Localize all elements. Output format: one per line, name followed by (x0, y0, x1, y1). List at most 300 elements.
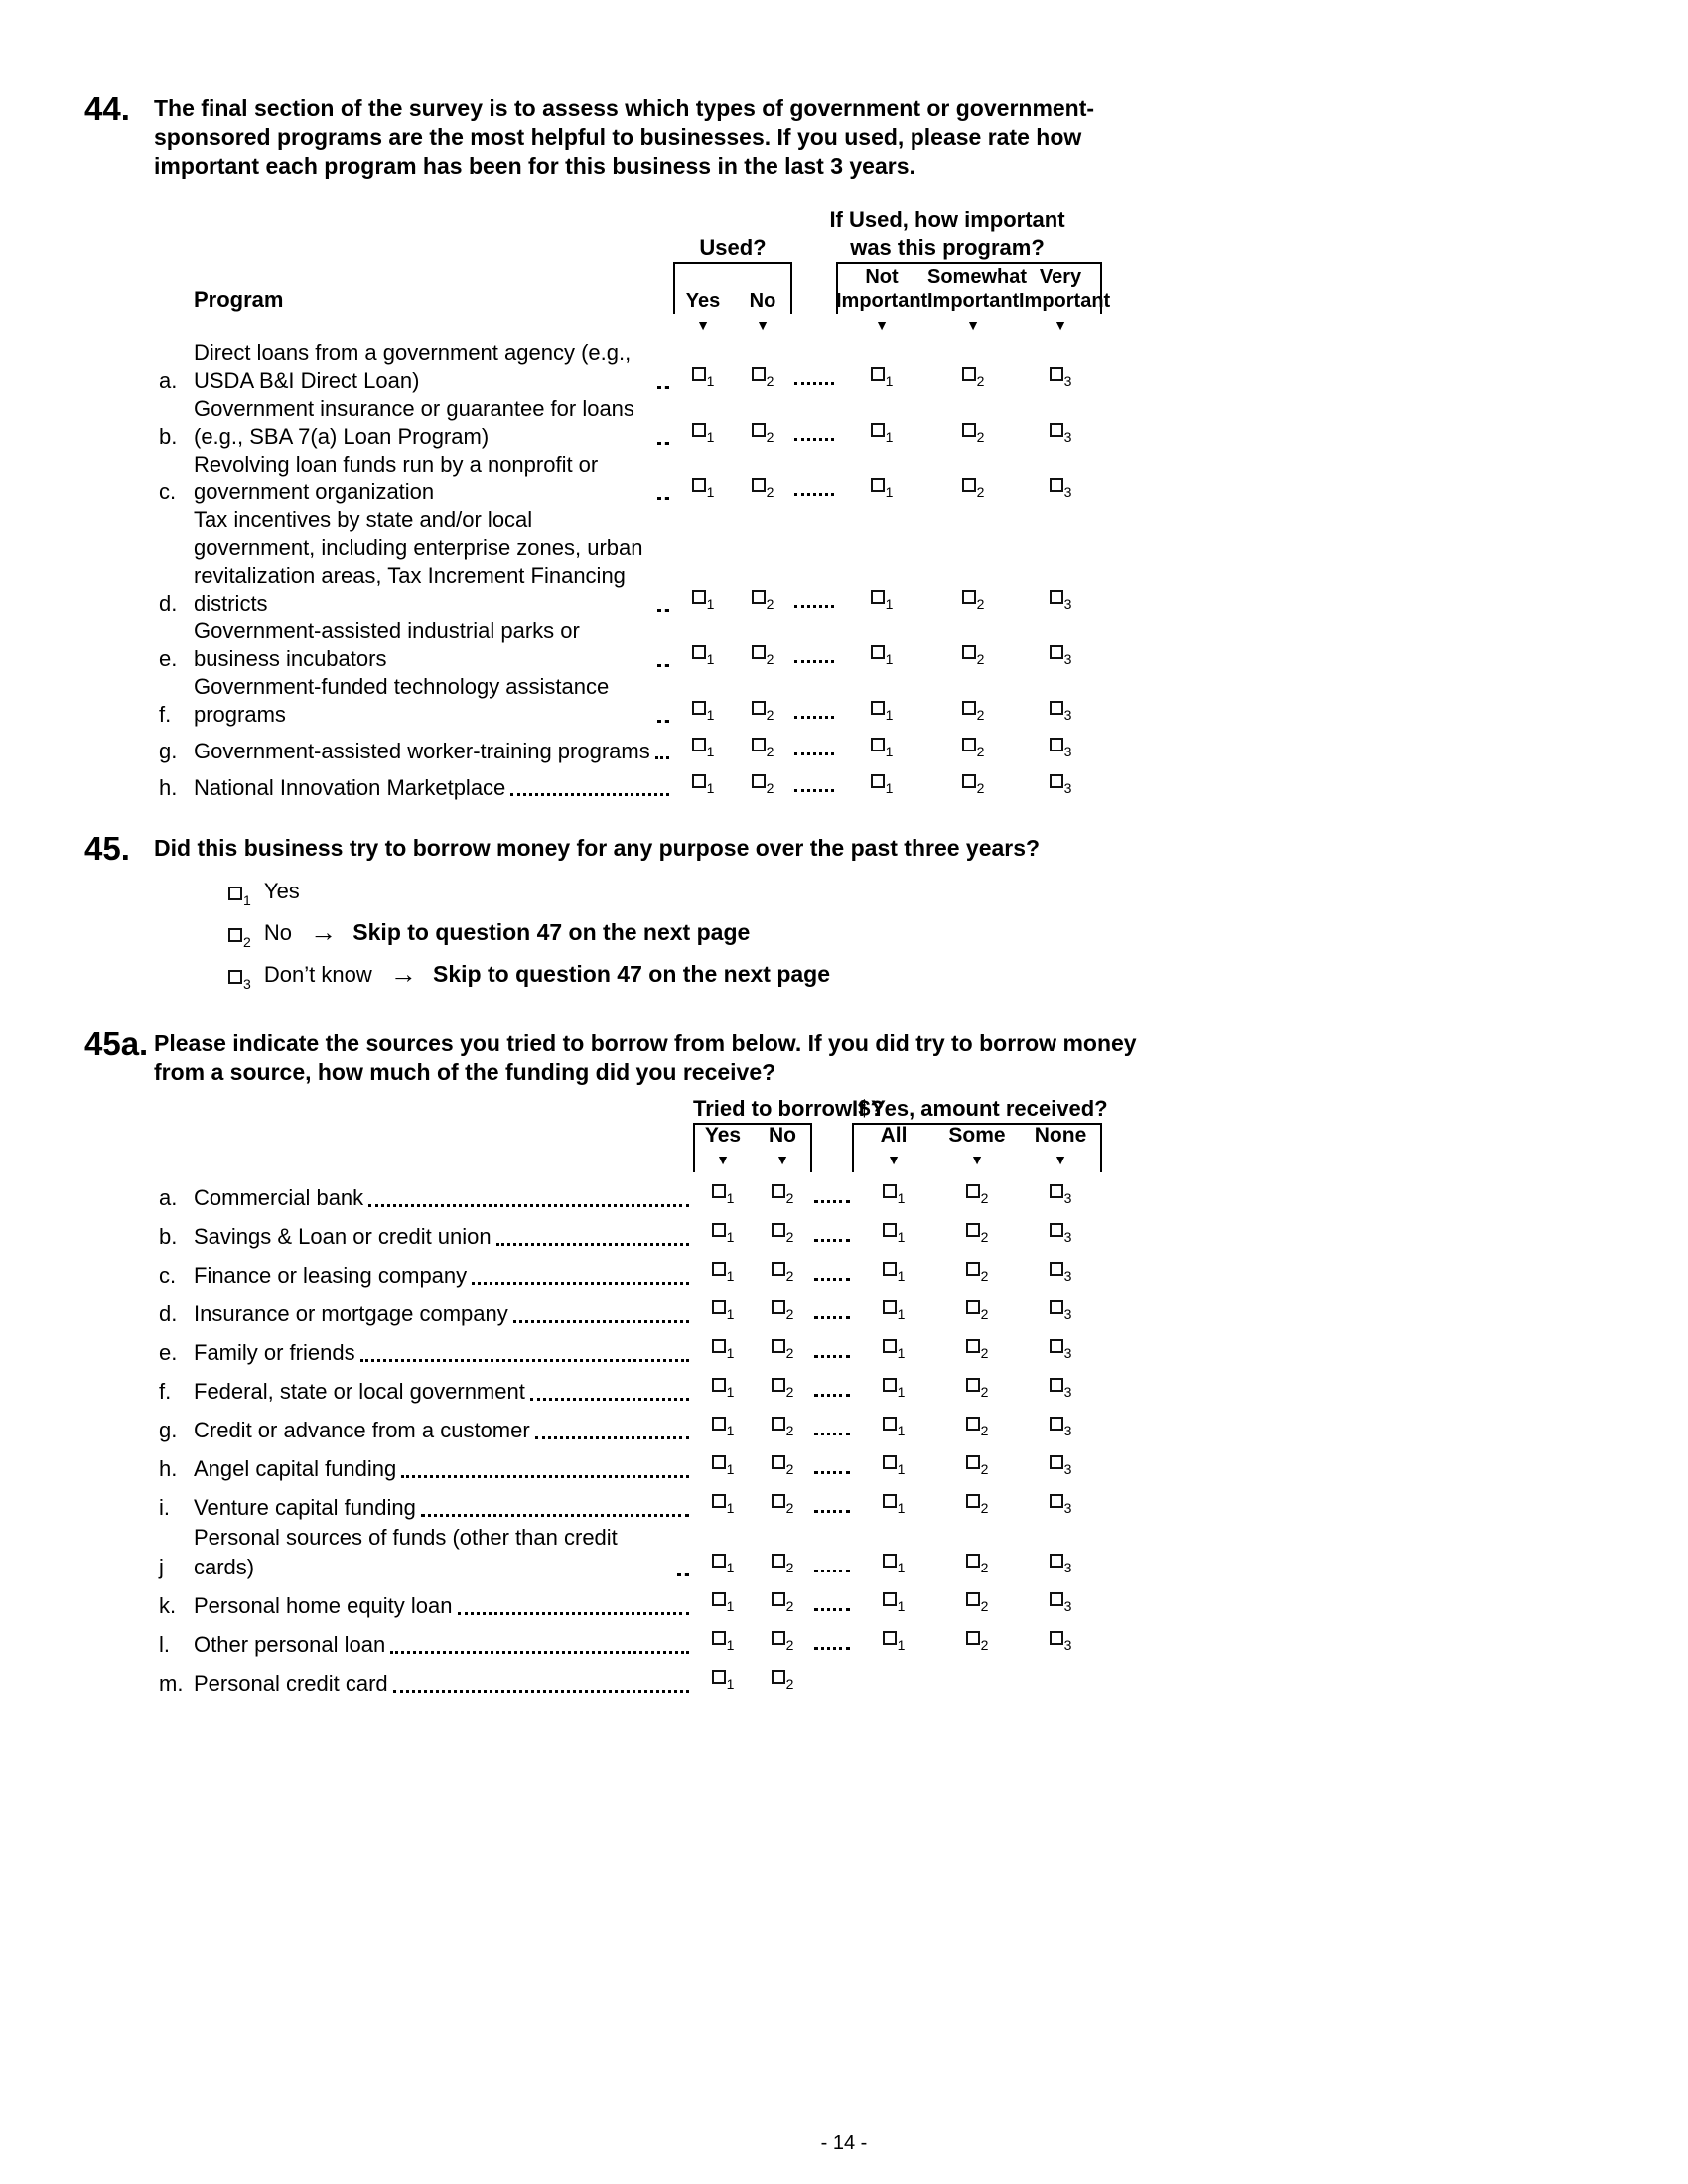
checkbox-very-important[interactable] (1050, 358, 1072, 395)
checkbox-subscript: 1 (726, 1306, 735, 1322)
checkbox-received-none[interactable] (1050, 1445, 1072, 1484)
checkbox-subscript: 2 (976, 780, 985, 796)
checkbox-subscript: 2 (980, 1637, 989, 1653)
checkbox-subscript: 2 (980, 1560, 989, 1575)
dotted-leader (814, 1570, 850, 1572)
table-row (154, 1484, 1102, 1523)
row-label: Savings & Loan or credit union (194, 1224, 492, 1249)
checkbox-box (962, 774, 976, 788)
checkbox-box (1050, 367, 1063, 381)
dotted-leader (814, 1200, 850, 1203)
checkbox-subscript: 1 (706, 429, 715, 445)
row-label: Angel capital funding (194, 1456, 397, 1481)
checkbox-received-none[interactable] (1050, 1252, 1072, 1291)
program-column-header: Program (194, 287, 284, 312)
yes-column-header: Yes (704, 1124, 742, 1147)
checkbox-not-important[interactable] (871, 358, 894, 395)
checkbox-received-all[interactable] (883, 1445, 906, 1484)
checkbox-box (966, 1184, 980, 1198)
checkbox-received-some[interactable] (966, 1252, 989, 1291)
checkbox-received-some[interactable] (966, 1329, 989, 1368)
checkbox-box (228, 970, 242, 984)
checkbox-box (962, 478, 976, 492)
checkbox-borrow-yes[interactable] (712, 1445, 735, 1484)
checkbox-subscript: 1 (726, 1229, 735, 1245)
table-row (154, 1445, 1102, 1484)
table-row (154, 1291, 1102, 1329)
checkbox-subscript: 1 (897, 1423, 906, 1438)
checkbox-received-all[interactable] (883, 1252, 906, 1291)
row-label: Federal, state or local government (194, 1379, 525, 1404)
checkbox-subscript: 2 (976, 484, 985, 500)
checkbox-borrow-no[interactable] (772, 1621, 794, 1660)
checkbox-not-important[interactable] (871, 692, 894, 729)
checkbox-subscript: 1 (726, 1345, 735, 1361)
checkbox-not-important[interactable] (871, 414, 894, 451)
dotted-leader (794, 438, 834, 441)
table-row (154, 1660, 1102, 1699)
checkbox-used-no[interactable] (752, 636, 774, 673)
checkbox-used-yes[interactable] (692, 470, 715, 506)
table-row (154, 1621, 1102, 1660)
checkbox-subscript: 1 (897, 1384, 906, 1400)
checkbox-received-some[interactable] (966, 1213, 989, 1252)
checkbox-box (966, 1631, 980, 1645)
checkbox-box (772, 1631, 785, 1645)
checkbox-borrow-yes[interactable] (712, 1213, 735, 1252)
checkbox-box (712, 1223, 726, 1237)
dotted-leader (814, 1316, 850, 1319)
checkbox-subscript: 1 (726, 1637, 735, 1653)
checkbox-subscript: 2 (976, 373, 985, 389)
row-label: Finance or leasing company (194, 1263, 468, 1288)
checkbox-somewhat-important[interactable] (962, 470, 985, 506)
checkbox-not-important[interactable] (871, 636, 894, 673)
checkbox-box (772, 1455, 785, 1469)
question-44-text: The final section of the survey is to assess which types of government or government-sponsored programs are the most helpful to businesses. If you used, please rate how important each program has been for this business in the last 3 years. (154, 95, 1095, 179)
checkbox-used-no[interactable] (752, 581, 774, 617)
checkbox-somewhat-important[interactable] (962, 692, 985, 729)
checkbox-box (966, 1417, 980, 1431)
checkbox-received-all[interactable] (883, 1544, 906, 1582)
checkbox-box (228, 928, 242, 942)
checkbox-subscript: 2 (980, 1598, 989, 1614)
checkbox-subscript: 1 (726, 1268, 735, 1284)
row-label: Family or friends (194, 1340, 355, 1365)
checkbox-subscript: 2 (976, 651, 985, 667)
checkbox-not-important[interactable] (871, 581, 894, 617)
checkbox-not-important[interactable] (871, 729, 894, 765)
checkbox-subscript: 1 (726, 1190, 735, 1206)
checkbox-borrow-no[interactable] (772, 1368, 794, 1407)
checkbox-box (752, 367, 766, 381)
checkbox-subscript: 2 (976, 707, 985, 723)
checkbox-box (1050, 1455, 1063, 1469)
used-columns-bracket (673, 262, 792, 314)
checkbox-received-all[interactable] (883, 1213, 906, 1252)
checkbox-received-some[interactable] (966, 1621, 989, 1660)
row-label: Insurance or mortgage company (194, 1301, 508, 1326)
checkbox-box (883, 1554, 897, 1568)
checkbox-very-important[interactable] (1050, 636, 1072, 673)
checkbox-box (962, 701, 976, 715)
checkbox-received-all[interactable] (883, 1407, 906, 1445)
checkbox-subscript: 2 (785, 1637, 794, 1653)
checkbox-subscript: 1 (706, 484, 715, 500)
checkbox-box (772, 1378, 785, 1392)
checkbox-received-none[interactable] (1050, 1213, 1072, 1252)
checkbox-received-all[interactable] (883, 1174, 906, 1213)
checkbox-box (712, 1300, 726, 1314)
checkbox-subscript: 1 (726, 1598, 735, 1614)
checkbox-received-some[interactable] (966, 1544, 989, 1582)
row-label: Direct loans from a government agency (e.g., USDA B&I Direct Loan) (194, 341, 632, 393)
checkbox-received-all[interactable] (883, 1582, 906, 1621)
very-important-column-header: Very Important (1019, 266, 1111, 312)
row-letter: a. (159, 1185, 178, 1210)
q44-table (154, 206, 1216, 802)
checkbox-box (712, 1494, 726, 1508)
q45-options (228, 876, 1216, 1000)
checkbox-used-yes[interactable] (692, 581, 715, 617)
checkbox-received-none[interactable] (1050, 1484, 1072, 1523)
checkbox-subscript: 1 (885, 429, 894, 445)
checkbox-q45-no[interactable] (228, 917, 251, 958)
checkbox-box (752, 738, 766, 751)
checkbox-box (962, 423, 976, 437)
table-row (154, 340, 1102, 395)
checkbox-box (871, 645, 885, 659)
checkbox-received-all[interactable] (883, 1368, 906, 1407)
checkbox-used-no[interactable] (752, 729, 774, 765)
checkbox-borrow-yes[interactable] (712, 1407, 735, 1445)
checkbox-subscript: 2 (785, 1423, 794, 1438)
checkbox-borrow-no[interactable] (772, 1407, 794, 1445)
checkbox-box (871, 423, 885, 437)
checkbox-subscript: 1 (897, 1637, 906, 1653)
dotted-leader (513, 1320, 689, 1323)
column-arrow-icon: ▼ (756, 317, 770, 333)
checkbox-borrow-no[interactable] (772, 1174, 794, 1213)
checkbox-subscript: 1 (726, 1461, 735, 1477)
q45-option-no (228, 916, 1216, 958)
checkbox-box (712, 1631, 726, 1645)
checkbox-used-no[interactable] (752, 765, 774, 802)
checkbox-used-no[interactable] (752, 358, 774, 395)
checkbox-received-some[interactable] (966, 1445, 989, 1484)
checkbox-received-some[interactable] (966, 1484, 989, 1523)
checkbox-subscript: 1 (885, 707, 894, 723)
dotted-leader (814, 1355, 850, 1358)
checkbox-subscript: 1 (897, 1229, 906, 1245)
checkbox-subscript: 3 (1063, 484, 1072, 500)
checkbox-borrow-yes[interactable] (712, 1484, 735, 1523)
checkbox-borrow-yes[interactable] (712, 1660, 735, 1699)
checkbox-borrow-yes[interactable] (712, 1291, 735, 1329)
checkbox-very-important[interactable] (1050, 729, 1072, 765)
dotted-leader (421, 1514, 689, 1517)
checkbox-box (871, 478, 885, 492)
checkbox-box (1050, 1631, 1063, 1645)
dotted-leader (657, 386, 669, 389)
checkbox-box (962, 367, 976, 381)
checkbox-subscript: 3 (1063, 707, 1072, 723)
checkbox-box (1050, 1223, 1063, 1237)
checkbox-borrow-no[interactable] (772, 1484, 794, 1523)
row-letter: f. (159, 1379, 172, 1404)
skip-arrow-icon: → (389, 959, 417, 989)
checkbox-not-important[interactable] (871, 765, 894, 802)
checkbox-subscript: 1 (885, 373, 894, 389)
checkbox-box (962, 590, 976, 604)
checkbox-box (966, 1455, 980, 1469)
checkbox-used-yes[interactable] (692, 414, 715, 451)
checkbox-subscript: 3 (1063, 1229, 1072, 1245)
question-45 (84, 830, 1216, 1000)
row-label: Government-assisted worker-training programs (194, 739, 650, 763)
dotted-leader (794, 382, 834, 385)
checkbox-used-yes[interactable] (692, 729, 715, 765)
skip-instruction: Skip to question 47 on the next page (433, 961, 831, 987)
checkbox-subscript: 2 (785, 1229, 794, 1245)
checkbox-received-some[interactable] (966, 1582, 989, 1621)
q45a-received-group-header: If Yes, amount received? (852, 1096, 1108, 1121)
checkbox-borrow-no[interactable] (772, 1213, 794, 1252)
checkbox-subscript: 1 (885, 780, 894, 796)
checkbox-box (712, 1184, 726, 1198)
checkbox-subscript: 3 (1063, 1345, 1072, 1361)
q44-table-rows (154, 340, 1216, 802)
table-row (154, 1582, 1102, 1621)
table-row (154, 506, 1102, 617)
checkbox-subscript: 3 (1063, 1268, 1072, 1284)
checkbox-received-all[interactable] (883, 1484, 906, 1523)
checkbox-received-all[interactable] (883, 1291, 906, 1329)
checkbox-box (966, 1592, 980, 1606)
checkbox-received-none[interactable] (1050, 1174, 1072, 1213)
dotted-leader (814, 1394, 850, 1397)
checkbox-received-none[interactable] (1050, 1544, 1072, 1582)
checkbox-borrow-yes[interactable] (712, 1544, 735, 1582)
checkbox-subscript: 2 (766, 484, 774, 500)
checkbox-received-none[interactable] (1050, 1329, 1072, 1368)
row-label: Venture capital funding (194, 1495, 416, 1520)
checkbox-subscript: 2 (785, 1306, 794, 1322)
checkbox-subscript: 3 (1063, 1637, 1072, 1653)
checkbox-box (1050, 1592, 1063, 1606)
checkbox-somewhat-important[interactable] (962, 358, 985, 395)
checkbox-subscript: 2 (976, 596, 985, 612)
checkbox-box (883, 1300, 897, 1314)
dotted-leader (794, 716, 834, 719)
none-column-header: None (1034, 1124, 1087, 1147)
row-letter: d. (159, 591, 178, 615)
dotted-leader (401, 1475, 689, 1478)
checkbox-received-some[interactable] (966, 1174, 989, 1213)
checkbox-subscript: 2 (980, 1461, 989, 1477)
checkbox-subscript: 2 (766, 744, 774, 759)
checkbox-subscript: 2 (243, 934, 251, 950)
checkbox-subscript: 1 (243, 892, 251, 908)
checkbox-subscript: 2 (980, 1229, 989, 1245)
checkbox-somewhat-important[interactable] (962, 636, 985, 673)
checkbox-subscript: 2 (785, 1345, 794, 1361)
checkbox-subscript: 1 (897, 1461, 906, 1477)
checkbox-used-no[interactable] (752, 470, 774, 506)
checkbox-subscript: 1 (706, 373, 715, 389)
q45-option-dont-know (228, 958, 1216, 1000)
checkbox-borrow-no[interactable] (772, 1582, 794, 1621)
checkbox-box (1050, 1417, 1063, 1431)
checkbox-box (228, 887, 242, 900)
checkbox-used-yes[interactable] (692, 358, 715, 395)
checkbox-subscript: 1 (897, 1345, 906, 1361)
checkbox-received-none[interactable] (1050, 1582, 1072, 1621)
checkbox-box (883, 1262, 897, 1276)
checkbox-box (712, 1455, 726, 1469)
checkbox-borrow-yes[interactable] (712, 1621, 735, 1660)
checkbox-used-yes[interactable] (692, 636, 715, 673)
checkbox-subscript: 2 (785, 1500, 794, 1516)
checkbox-borrow-no[interactable] (772, 1252, 794, 1291)
checkbox-subscript: 3 (1063, 596, 1072, 612)
checkbox-q45-yes[interactable] (228, 876, 251, 916)
checkbox-received-none[interactable] (1050, 1407, 1072, 1445)
q45a-table-rows (154, 1174, 1216, 1699)
somewhat-important-column-header: Somewhat Important (927, 266, 1028, 312)
checkbox-box (883, 1223, 897, 1237)
checkbox-box (752, 590, 766, 604)
checkbox-borrow-no[interactable] (772, 1660, 794, 1699)
checkbox-used-no[interactable] (752, 692, 774, 729)
checkbox-box (772, 1554, 785, 1568)
checkbox-received-some[interactable] (966, 1291, 989, 1329)
question-44-number: 44. (84, 90, 130, 127)
checkbox-box (1050, 478, 1063, 492)
row-letter: e. (159, 646, 178, 671)
row-label: Other personal loan (194, 1632, 386, 1657)
checkbox-subscript: 2 (976, 429, 985, 445)
dotted-leader (814, 1510, 850, 1513)
checkbox-received-some[interactable] (966, 1407, 989, 1445)
q44-importance-group-header-line2: was this program? (850, 235, 1045, 260)
checkbox-box (1050, 1184, 1063, 1198)
row-letter: c. (159, 1263, 177, 1288)
checkbox-subscript: 1 (885, 651, 894, 667)
row-label: Personal sources of funds (other than credit cards) (194, 1525, 618, 1579)
checkbox-received-none[interactable] (1050, 1621, 1072, 1660)
checkbox-borrow-no[interactable] (772, 1329, 794, 1368)
checkbox-very-important[interactable] (1050, 470, 1072, 506)
checkbox-not-important[interactable] (871, 470, 894, 506)
checkbox-borrow-yes[interactable] (712, 1368, 735, 1407)
checkbox-box (752, 423, 766, 437)
checkbox-subscript: 1 (726, 1560, 735, 1575)
checkbox-box (752, 774, 766, 788)
checkbox-subscript: 2 (766, 596, 774, 612)
dotted-leader (794, 789, 834, 792)
checkbox-box (1050, 1262, 1063, 1276)
checkbox-received-all[interactable] (883, 1621, 906, 1660)
checkbox-very-important[interactable] (1050, 414, 1072, 451)
checkbox-borrow-yes[interactable] (712, 1252, 735, 1291)
dotted-leader (655, 756, 669, 759)
checkbox-somewhat-important[interactable] (962, 581, 985, 617)
checkbox-received-some[interactable] (966, 1368, 989, 1407)
checkbox-somewhat-important[interactable] (962, 765, 985, 802)
checkbox-used-yes[interactable] (692, 692, 715, 729)
checkbox-box (772, 1184, 785, 1198)
checkbox-box (1050, 738, 1063, 751)
checkbox-box (772, 1592, 785, 1606)
question-44 (84, 90, 1216, 181)
checkbox-subscript: 2 (766, 651, 774, 667)
row-letter: h. (159, 1456, 178, 1481)
checkbox-received-all[interactable] (883, 1329, 906, 1368)
table-row (154, 1329, 1102, 1368)
checkbox-received-none[interactable] (1050, 1291, 1072, 1329)
checkbox-box (772, 1223, 785, 1237)
checkbox-received-none[interactable] (1050, 1368, 1072, 1407)
checkbox-box (966, 1339, 980, 1353)
checkbox-borrow-no[interactable] (772, 1291, 794, 1329)
checkbox-borrow-no[interactable] (772, 1544, 794, 1582)
checkbox-box (712, 1262, 726, 1276)
checkbox-box (752, 645, 766, 659)
checkbox-subscript: 2 (766, 707, 774, 723)
q45a-borrow-group-header: Tried to borrow $? (693, 1096, 884, 1121)
checkbox-very-important[interactable] (1050, 581, 1072, 617)
checkbox-used-yes[interactable] (692, 765, 715, 802)
dotted-leader (657, 664, 669, 667)
skip-instruction: Skip to question 47 on the next page (352, 919, 751, 945)
column-arrow-icon: ▼ (696, 317, 710, 333)
checkbox-very-important[interactable] (1050, 765, 1072, 802)
row-label: Commercial bank (194, 1185, 364, 1210)
checkbox-somewhat-important[interactable] (962, 414, 985, 451)
no-column-header: No (769, 1124, 796, 1147)
checkbox-subscript: 3 (1063, 651, 1072, 667)
checkbox-subscript: 2 (785, 1268, 794, 1284)
dotted-leader (390, 1651, 689, 1654)
question-45a-number: 45a. (84, 1025, 149, 1062)
checkbox-subscript: 1 (726, 1676, 735, 1692)
checkbox-box (966, 1300, 980, 1314)
checkbox-subscript: 1 (706, 651, 715, 667)
page-number: - 14 - (820, 2132, 868, 2154)
checkbox-used-no[interactable] (752, 414, 774, 451)
not-important-column-header: Not Important (836, 266, 928, 312)
checkbox-borrow-yes[interactable] (712, 1329, 735, 1368)
checkbox-subscript: 3 (1063, 373, 1072, 389)
row-label: Government-funded technology assistance programs (194, 674, 610, 727)
checkbox-borrow-yes[interactable] (712, 1174, 735, 1213)
checkbox-somewhat-important[interactable] (962, 729, 985, 765)
dotted-leader (535, 1436, 689, 1439)
dotted-leader (657, 720, 669, 723)
checkbox-q45-dont-know[interactable] (228, 959, 251, 1000)
dotted-leader (472, 1282, 689, 1285)
checkbox-subscript: 3 (1063, 1306, 1072, 1322)
column-arrow-icon: ▼ (1054, 317, 1067, 333)
checkbox-box (1050, 645, 1063, 659)
checkbox-borrow-yes[interactable] (712, 1582, 735, 1621)
checkbox-subscript: 1 (726, 1423, 735, 1438)
option-label: No (263, 920, 293, 945)
checkbox-borrow-no[interactable] (772, 1445, 794, 1484)
checkbox-very-important[interactable] (1050, 692, 1072, 729)
checkbox-subscript: 3 (1063, 1384, 1072, 1400)
